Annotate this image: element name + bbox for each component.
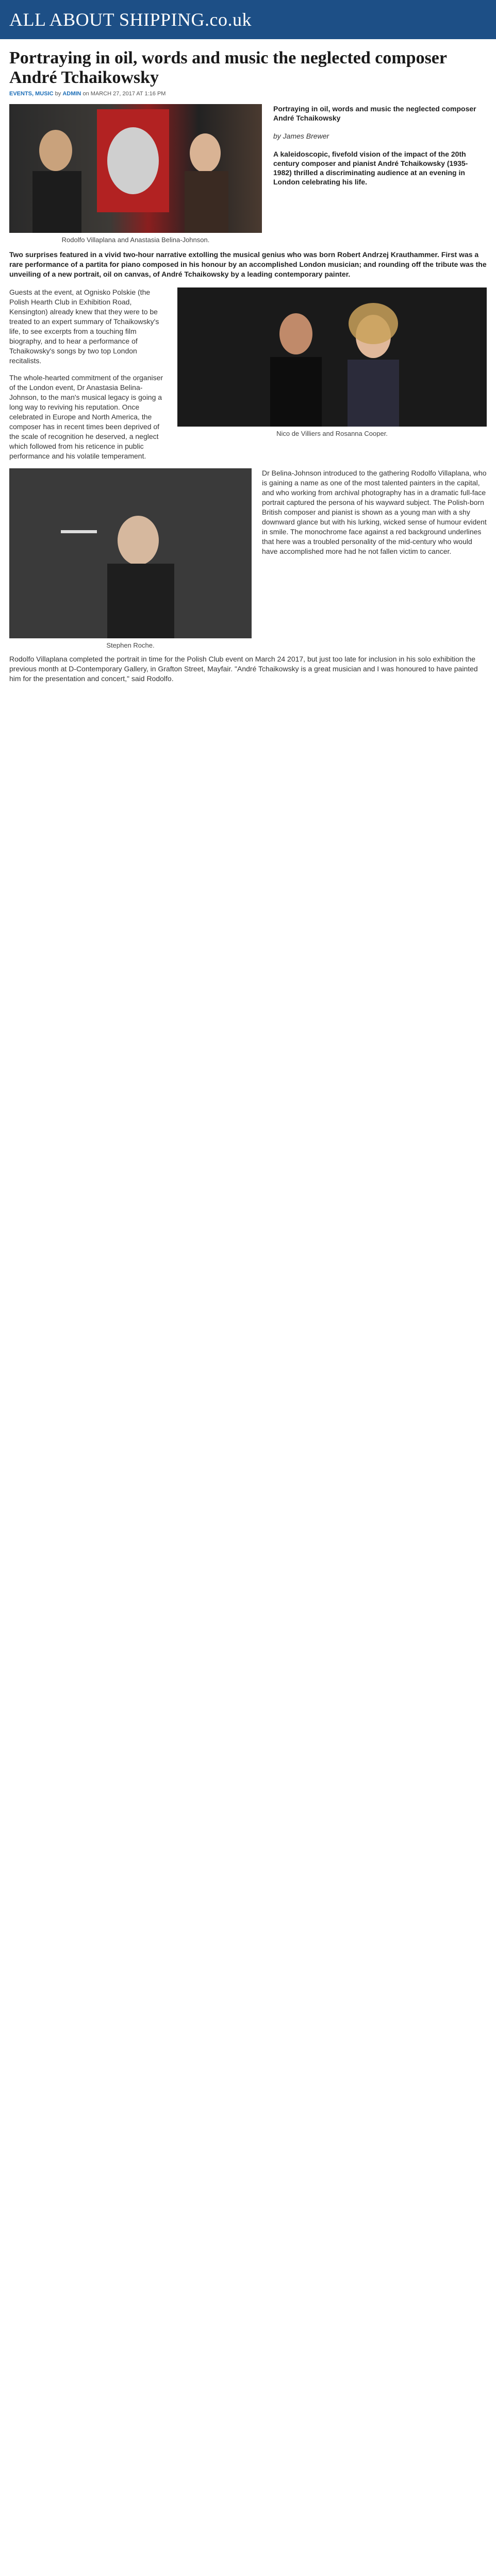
performers-caption: Nico de Villiers and Rosanna Cooper. xyxy=(276,430,388,437)
paragraph-1: Guests at the event, at Ognisko Polskie (the Polish Hearth Club in Exhibition Road, Kensington) already knew that they were to be treated to an expert summary of Tchaikowsky's life, to see excerpts from a touching film biography, and to hear a performance of Tchaikowsky's songs by two top London recitalists. xyxy=(9,288,159,365)
blurb: A kaleidoscopic, fivefold vision of the impact of the 20th century composer and pianist André Tchaikowsky (1935-1982) thrilled a discriminating audience at an evening in London celebrating his life. xyxy=(273,150,468,186)
paragraph-4: Rodolfo Villaplana completed the portrait in time for the Polish Club event on March 24 2017, but just too late for inclusion in his solo exhibition the previous month at D-Contemporary Gallery, in Grafton Street, Mayfair. "André Tchaikowsky is a great musician and I was honoured to have painted him for the presentation and concert," said Rodolfo. xyxy=(9,655,478,683)
article-title: Portraying in oil, words and music the neglected composer André Tchaikowsky xyxy=(9,48,447,87)
category-link[interactable]: EVENTS, MUSIC xyxy=(9,91,54,97)
performers-illustration xyxy=(177,287,487,427)
article xyxy=(0,48,496,684)
post-date: on MARCH 27, 2017 AT 1:16 PM xyxy=(82,91,166,97)
figure-performers xyxy=(177,287,487,437)
by-label: by xyxy=(55,91,61,97)
figure-stephen xyxy=(9,468,252,649)
author-link[interactable]: ADMIN xyxy=(62,91,81,97)
intro-paragraph: Two surprises featured in a vivid two-hour narrative extolling the musical genius who was born Robert Andrzej Krauthammer. First was a rare performance of a partita for piano composed in his honour by an accomplished London musician; and rounding off the tribute was the unveiling of a new portrait, oil on canvas, of André Tchaikowsky by a leading contemporary painter. xyxy=(9,250,487,278)
page xyxy=(0,0,496,684)
lead-caption: Rodolfo Villaplana and Anastasia Belina-Johnson. xyxy=(61,236,210,244)
stephen-photo xyxy=(9,468,252,638)
lead-section xyxy=(9,104,487,244)
paragraph-3: Dr Belina-Johnson introduced to the gathering Rodolfo Villaplana, who is gaining a name as one of the most talented painters in the capital, and who working from archival photography has in a dramatic full-face portrait captured the persona of his wayward subject. The Polish-born British composer and pianist is shown as a young man with a shy downward glance but with his lurking, wicked sense of humour evident in smile. The monochrome face against a red background underlines that here was a troubled personality of the mid-century who would have accomplished more had he not fallen victim to cancer. xyxy=(262,469,487,555)
stephen-caption: Stephen Roche. xyxy=(106,641,155,649)
lead-summary xyxy=(273,104,480,244)
article-meta xyxy=(9,91,487,97)
teaser-title: Portraying in oil, words and music the neglected composer André Tchaikowsky xyxy=(273,105,476,122)
paragraph-2: The whole-hearted commitment of the organiser of the London event, Dr Anastasia Belina-Johnson, to the man's musical legacy is going a long way to reviving his reputation. Once celebrated in Europe and North America, the composer has in recent times been deprived of the scale of recognition he deserved, a neglect which followed from his reticence in public performance and his volatile temperament. xyxy=(9,374,163,460)
byline: by James Brewer xyxy=(273,132,329,140)
logo-text: ALL ABOUT SHIPPING xyxy=(9,9,205,30)
performers-photo xyxy=(177,287,487,427)
stephen-illustration xyxy=(9,468,252,638)
portrait-illustration xyxy=(9,104,262,233)
lead-photo xyxy=(9,104,262,233)
lead-figure xyxy=(9,104,262,244)
site-logo[interactable] xyxy=(9,9,252,30)
site-header xyxy=(0,0,496,39)
logo-suffix: .co.uk xyxy=(205,9,252,30)
